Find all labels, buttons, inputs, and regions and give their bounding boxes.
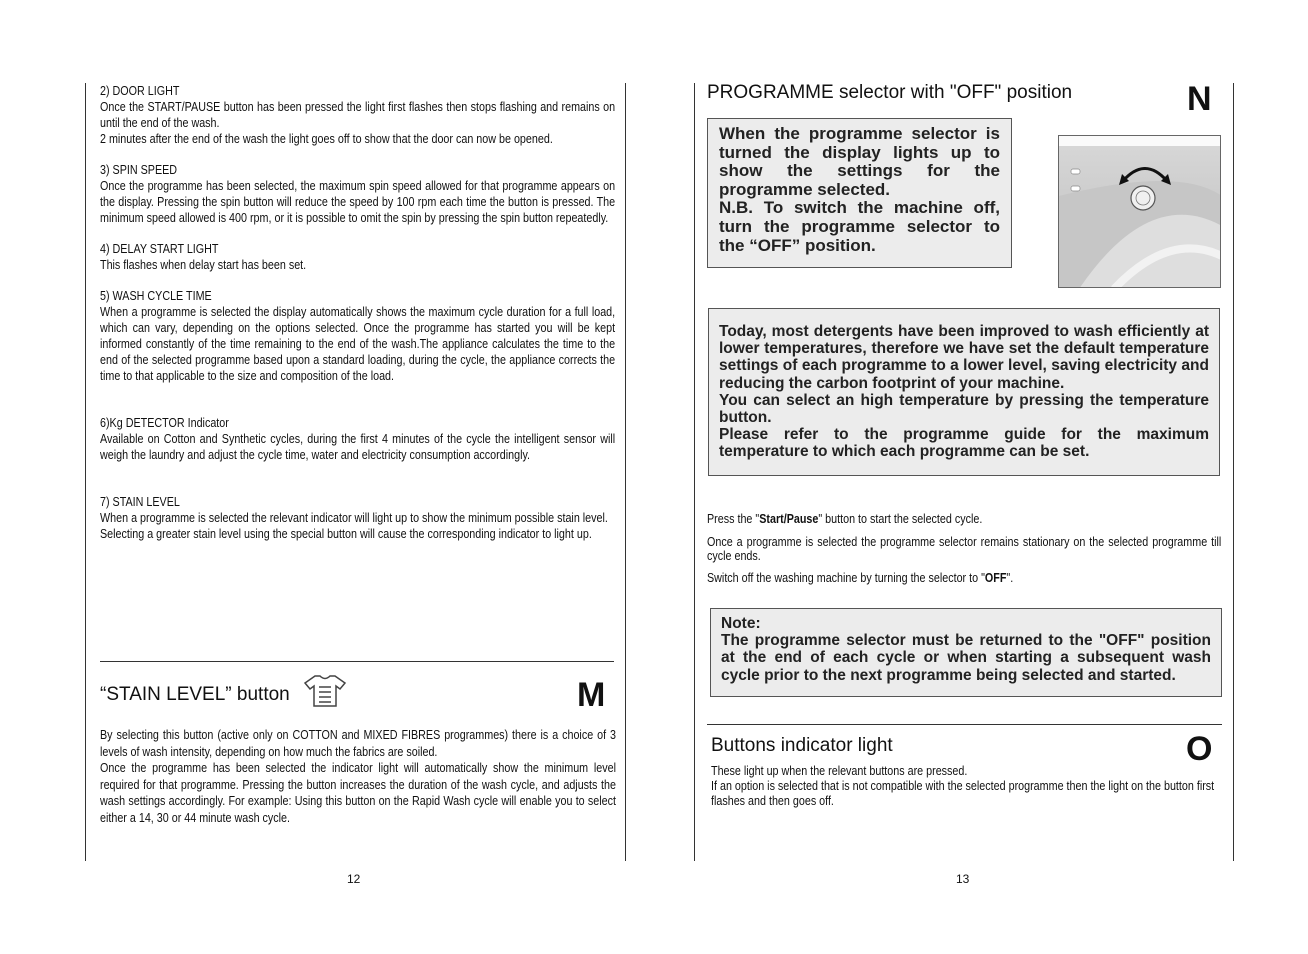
section-text: Available on Cotton and Synthetic cycles, during the first 4 minutes of the cycle the intelligent sensor will weigh the laundry and adjust the cycle time, water and electricity consumption accordingly. (100, 432, 616, 462)
spin-speed-section (100, 162, 615, 226)
stain-divider (100, 661, 614, 662)
switch-text-post: ". (1006, 571, 1014, 585)
buttons-text: If an option is selected that is not compatible with the selected programme then the light on the button first flashes and then goes off. (711, 779, 1215, 808)
programme-selector-dial-icon (1058, 135, 1221, 288)
note-box (710, 608, 1222, 697)
left-sections (100, 83, 615, 557)
section-heading: 3) SPIN SPEED (100, 163, 178, 177)
kg-detector-section (100, 415, 615, 463)
left-page-left-rule (85, 83, 86, 861)
box-text: N.B. To switch the machine off, turn the programme selector to the “OFF” position. (719, 198, 1000, 255)
section-letter-n: N (1187, 80, 1212, 118)
section-letter-o: O (1186, 730, 1213, 768)
detergent-info-box (708, 308, 1220, 476)
press-text-post: " button to start the selected cycle. (818, 512, 983, 526)
shirt-icon (303, 673, 347, 709)
off-label: OFF (984, 571, 1007, 585)
switch-text-pre: Switch off the washing machine by turning the selector to " (707, 571, 985, 585)
stain-text: Once the programme has been selected the indicator light will automatically show the minimum level required for that programme. Pressing the button increases the duration of the wash cycle, and adjusts the wash settings accordingly. For example: Using this button on the Rapid Wash cycle will enable you to select either a 14, 30 or 44 minute wash cycle. (100, 761, 616, 825)
section-heading: 7) STAIN LEVEL (100, 495, 180, 509)
press-start-text (707, 512, 1221, 526)
buttons-indicator-heading: Buttons indicator light (711, 735, 893, 756)
section-text: Once the programme has been selected, the maximum spin speed allowed for that programme appears on the display. Pressing the spin button will reduce the speed by 100 rpm each time the button is pressed. The minimum speed allowed is 400 rpm, or it is possible to omit the spin by pressing the spin button repeatedly. (100, 179, 616, 225)
stain-level-heading: “STAIN LEVEL” button (100, 684, 290, 705)
section-heading: 4) DELAY START LIGHT (100, 242, 219, 256)
page-number-right: 13 (956, 872, 970, 886)
section-heading: 6)Kg DETECTOR Indicator (100, 416, 229, 430)
box-text: You can select an high temperature by pressing the temperature button. (719, 391, 1209, 427)
press-text-pre: Press the " (707, 512, 760, 526)
box-text: When the programme selector is turned the display lights up to show the settings for the programme selected. (719, 124, 1000, 199)
programme-selector-heading: PROGRAMME selector with "OFF" position (707, 82, 1073, 103)
delay-start-section (100, 241, 615, 273)
section-heading: 5) WASH CYCLE TIME (100, 289, 212, 303)
operation-text (707, 512, 1221, 585)
note-text: The programme selector must be returned to the "OFF" position at the end of each cycle or when starting a subsequent wash cycle prior to the next programme being selected and started. (721, 632, 1211, 684)
left-page-right-rule (625, 83, 626, 861)
buttons-indicator-text (711, 764, 1223, 809)
switch-off-text (707, 571, 1221, 585)
section-heading: 2) DOOR LIGHT (100, 84, 180, 98)
section-text: 2 minutes after the end of the wash the light goes off to show that the door can now be opened. (100, 132, 553, 146)
section-text: When a programme is selected the display automatically shows the maximum cycle duration for a full load, which can vary, depending on the options selected. Once the programme has started you will be kept informed constantly of the time remaining to the end of the wash.The appliance calculates the time to the end of the selected programme based upon a standard loading, during the cycle, the appliance corrects the time to that applicable to the size and composition of the load. (100, 305, 616, 383)
section-text: Once the START/PAUSE button has been pressed the light first flashes then stops flashing and remains on until the end of the wash. (100, 100, 616, 130)
right-page-right-rule (1233, 83, 1234, 861)
stain-button-text (100, 727, 616, 826)
start-pause-label: Start/Pause (759, 512, 819, 526)
door-light-section (100, 83, 615, 147)
stationary-text: Once a programme is selected the programme selector remains stationary on the selected programme till cycle ends. (707, 535, 1222, 563)
stain-level-section (100, 494, 615, 542)
section-text: This flashes when delay start has been set. (100, 258, 307, 272)
stain-text: By selecting this button (active only on COTTON and MIXED FIBRES programmes) there is a choice of 3 levels of wash intensity, depending on how much the fabrics are soiled. (100, 728, 616, 759)
programme-selector-box (707, 118, 1012, 268)
section-text: When a programme is selected the relevant indicator will light up to show the minimum possible stain level. (100, 511, 608, 525)
section-letter-m: M (577, 676, 606, 714)
section-text: Selecting a greater stain level using the special button will cause the corresponding indicator to light up. (100, 527, 592, 541)
box-text: Today, most detergents have been improved to wash efficiently at lower temperatures, therefore we have set the default temperature settings of each programme to a lower level, saving electricity and reducing the carbon footprint of your machine. (719, 323, 1209, 392)
buttons-divider (707, 724, 1222, 725)
buttons-text: These light up when the relevant buttons are pressed. (711, 764, 968, 778)
wash-cycle-time-section (100, 288, 615, 384)
page-number-left: 12 (347, 872, 361, 886)
box-text: Please refer to the programme guide for the maximum temperature to which each programme can be set. (719, 426, 1209, 461)
note-title: Note: (721, 615, 761, 632)
right-page-left-rule (694, 83, 695, 861)
